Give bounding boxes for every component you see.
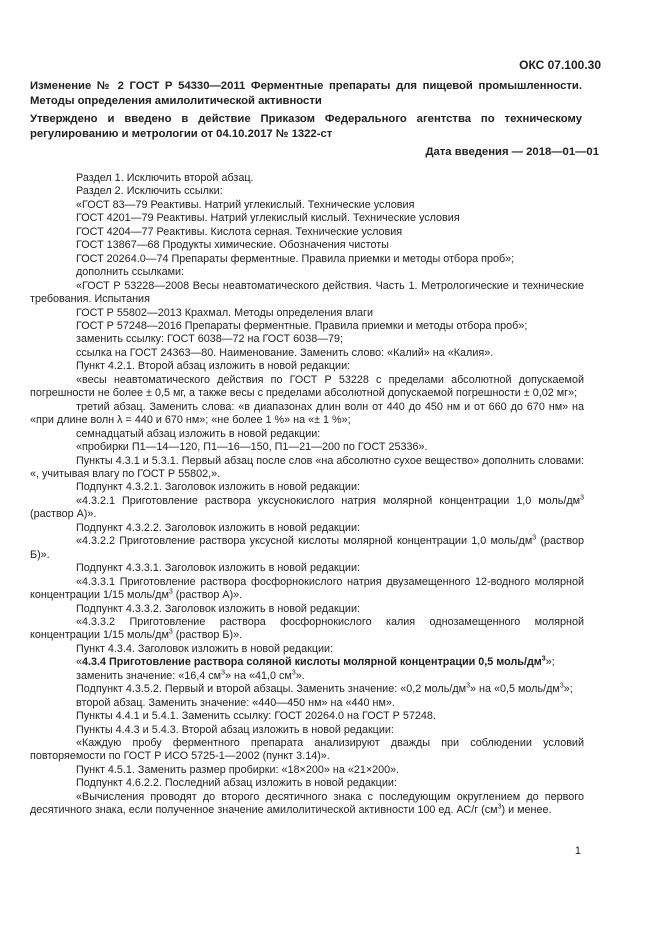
paragraph: дополнить ссылками:	[76, 266, 185, 279]
text-run: заменить значение: «16,4 см	[76, 669, 222, 682]
paragraph: ссылка на ГОСТ 24363—80. Наименование. Заменить слово: «Калий» на «Калия».	[76, 346, 494, 359]
superscript: 3	[168, 628, 173, 636]
text-run: «4.3.2.2 Приготовление раствора уксусной кислоты молярной концентрации 1,0 моль/дм	[76, 535, 533, 548]
text-run: (раствор Б)».	[30, 535, 585, 561]
paragraph: Раздел 2. Исключить ссылки:	[76, 185, 223, 198]
page-number: 1	[574, 845, 581, 857]
text-run: » на «0,5 моль/дм	[469, 683, 560, 696]
superscript: 3	[532, 534, 537, 542]
paragraph: Раздел 1. Исключить второй абзац.	[76, 172, 254, 184]
effective-date: Дата введения — 2018—01—01	[425, 146, 599, 158]
text-run: «4.3.2.1 Приготовление раствора уксуснокислого натрия молярной концентрации 1,0 моль/дм	[76, 494, 581, 507]
text-run: »;	[563, 683, 573, 696]
paragraph: ГОСТ 4204—77 Реактивы. Кислота серная. Технические условия	[76, 225, 403, 238]
paragraph: Подпункт 4.6.2.2. Последний абзац изложить в новой редакции:	[76, 777, 397, 790]
document-body	[30, 172, 584, 818]
paragraph	[30, 791, 584, 818]
paragraph: заменить ссылку: ГОСТ 6038—72 на ГОСТ 6038—79;	[76, 333, 344, 346]
text-run: (раствор А)».	[172, 589, 243, 602]
classification-code: ОКС 07.100.30	[519, 58, 601, 72]
paragraph: «Каждую пробу ферментного препарата анализируют дважды при соблюдении условий повторяемости по ГОСТ Р ИСО 5725-1—2002 (пункт 3.14)».	[30, 737, 584, 763]
amendment-title: Изменение № 2 ГОСТ Р 54330—2011 Ферментные препараты для пищевой промышленности. Методы определения амилолитической активности	[30, 80, 582, 107]
paragraph	[30, 616, 584, 643]
text-run: «	[76, 656, 83, 669]
text-run: (раствор Б)».	[172, 629, 243, 642]
superscript: 3	[221, 669, 225, 677]
paragraph	[30, 576, 584, 603]
paragraph: ГОСТ Р 57248—2016 Препараты ферментные. Правила приемки и методы отбора проб»;	[76, 319, 528, 332]
paragraph: Подпункт 4.3.3.1. Заголовок изложить в новой редакции:	[76, 562, 360, 575]
approval-statement: Утверждено и введено в действие Приказом Федерального агентства по техническому регулированию и метрологии от 04.10.2017 № 1322-ст	[30, 113, 582, 140]
superscript: 3	[466, 682, 470, 690]
paragraph	[30, 495, 584, 522]
paragraph: ГОСТ 20264.0—74 Препараты ферментные. Правила приемки и методы отбора проб»;	[76, 252, 515, 265]
paragraph: Пункт 4.3.4. Заголовок изложить в новой редакции:	[76, 642, 334, 655]
paragraph	[30, 683, 584, 696]
text-run: Подпункт 4.3.5.2. Первый и второй абзацы. Заменить значение: «0,2 моль/дм	[76, 683, 467, 696]
paragraph: Пункты 4.4.1 и 5.4.1. Заменить ссылку: ГОСТ 20264.0 на ГОСТ Р 57248.	[76, 710, 436, 723]
paragraph: ГОСТ 4201—79 Реактивы. Натрий углекислый кислый. Технические условия	[76, 212, 460, 225]
text-run: » на «41,0 см	[225, 669, 292, 682]
superscript: 3	[580, 494, 584, 502]
text-run: «4.3.3.2 Приготовление раствора фосфорнокислого калия однозамещенного молярной концентрации 1/15 моль/дм	[30, 615, 584, 642]
paragraph: Пункты 4.4.3 и 5.4.3. Второй абзац изложить в новой редакции:	[76, 723, 394, 736]
paragraph: «ГОСТ 83—79 Реактивы. Натрий углекислый. Технические условия	[76, 198, 415, 211]
paragraph: Пункт 4.2.1. Второй абзац изложить в новой редакции:	[76, 360, 351, 373]
paragraph: Подпункт 4.3.2.1. Заголовок изложить в новой редакции:	[76, 481, 360, 494]
text-run: (раствор А)».	[30, 508, 97, 521]
bold-heading: 4.3.4 Приготовление раствора соляной кислоты молярной концентрации 0,5 моль/дм	[82, 656, 542, 669]
paragraph: «весы неавтоматического действия по ГОСТ Р 53228 с пределами абсолютной допускаемой погрешности не более ± 0,5 мг, а также весы с пределами абсолютной допускаемой погрешности ± 0,02 мг»;	[30, 373, 584, 400]
superscript: 3	[291, 669, 296, 677]
paragraph: второй абзац. Заменить значение: «440—450 нм» на «440 нм».	[76, 696, 395, 709]
paragraph: ГОСТ Р 55802—2013 Крахмал. Методы определения влаги	[76, 306, 374, 319]
superscript: 3	[168, 588, 173, 596]
superscript: 3	[541, 655, 546, 663]
text-run: «4.3.3.1 Приготовление раствора фосфорнокислого натрия двузамещенного 12-водного молярной концентрации 1/15 моль/дм	[30, 575, 584, 602]
text-run: ».	[295, 669, 305, 682]
superscript: 3	[497, 803, 502, 811]
paragraph: «пробирки П1—14—120, П1—16—150, П1—21—200 по ГОСТ 25336».	[76, 441, 428, 454]
text-run: ) и менее.	[501, 804, 552, 817]
paragraph: Подпункт 4.3.2.2. Заголовок изложить в новой редакции:	[76, 521, 360, 534]
superscript: 3	[559, 682, 564, 690]
text-run: »;	[545, 656, 555, 669]
paragraph: третий абзац. Заменить слова: «в диапазонах длин волн от 440 до 450 нм и от 660 до 670 нм» на «при длине волн λ = 440 и 670 нм»; «не более 1 %» на «± 1 %»;	[30, 400, 584, 427]
paragraph: Пункты 4.3.1 и 5.3.1. Первый абзац после слов «на абсолютно сухое вещество» дополнить словами: «, учитывая влагу по ГОСТ Р 55802,».	[30, 454, 584, 480]
paragraph	[30, 535, 584, 562]
paragraph: семнадцатый абзац изложить в новой редакции:	[76, 427, 321, 440]
paragraph: Подпункт 4.3.3.2. Заголовок изложить в новой редакции:	[76, 602, 360, 615]
paragraph: «ГОСТ Р 53228—2008 Весы неавтоматического действия. Часть 1. Метрологические и технические требования. Испытания	[30, 279, 584, 306]
paragraph: ГОСТ 13867—68 Продукты химические. Обозначения чистоты	[76, 239, 389, 252]
text-run: «Вычисления проводят до второго десятичного знака с последующим округлением до первого десятичного знака, если полученное значение амилолитической активности 100 ед. АС/г (см	[30, 790, 584, 817]
paragraph	[30, 656, 584, 669]
paragraph	[30, 670, 584, 683]
paragraph: Пункт 4.5.1. Заменить размер пробирки: «18×200» на «21×200».	[76, 763, 400, 776]
